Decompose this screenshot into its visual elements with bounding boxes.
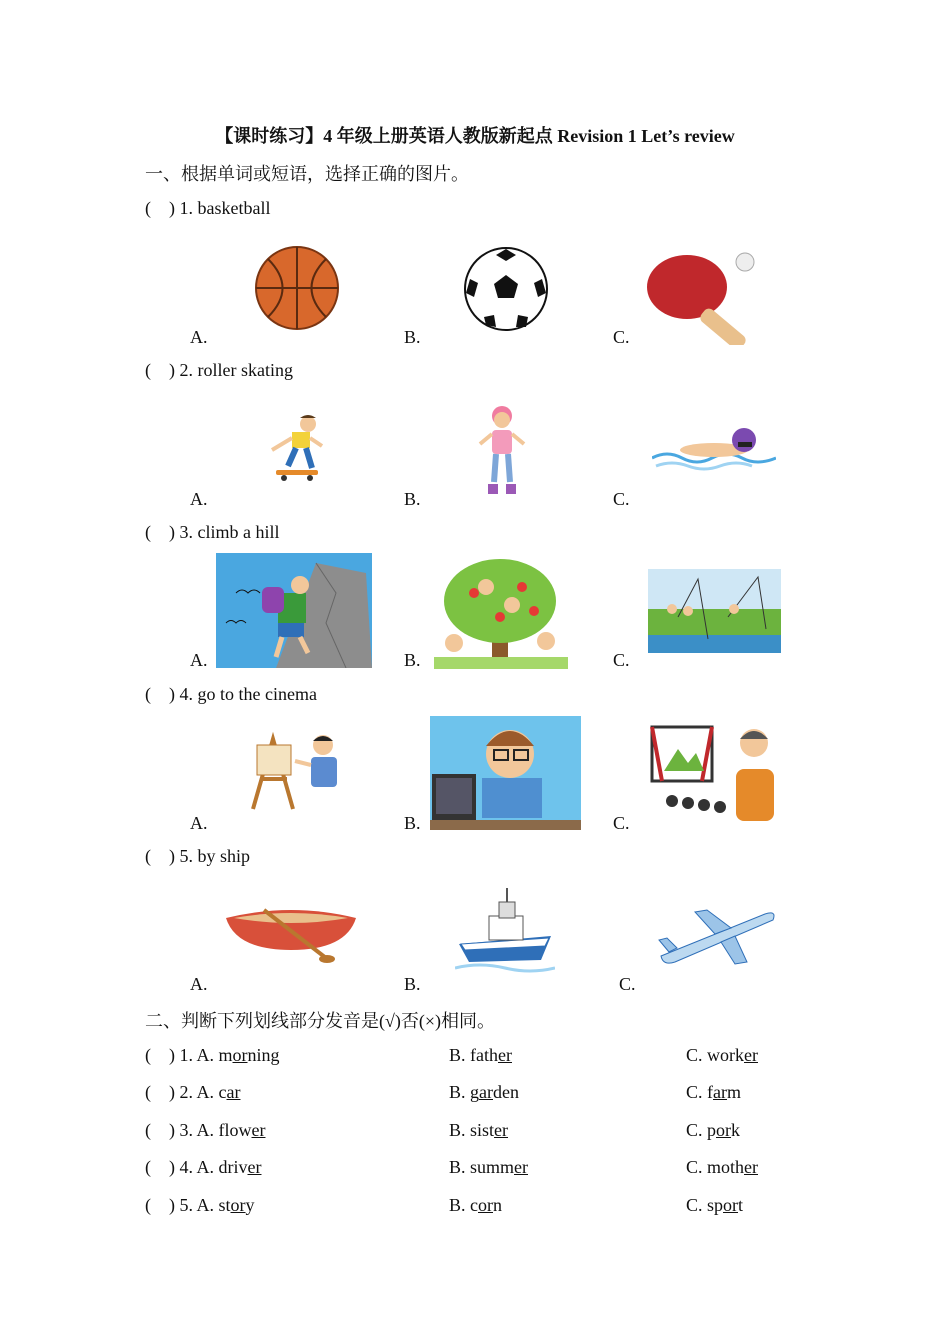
option-b: B. [404,650,421,670]
question-1: ( ) 1. basketball [145,198,271,218]
painting-image [243,729,343,813]
apple-tree-image [434,557,568,669]
soccer-ball-image [462,245,550,333]
section-2-heading: 二、判断下列划线部分发音是(√)否(×)相同。 [145,1011,496,1031]
phonics-row: ( ) 4. A. driver [145,1157,262,1177]
rowboat-image [224,894,358,966]
option-a: A. [190,489,208,509]
cinema-image [648,719,781,827]
option-a: A. [190,327,208,347]
phonics-row: ( ) 1. A. morning [145,1045,280,1065]
phonics-option-b: B. corn [449,1195,502,1215]
swimming-image [652,420,776,476]
page-title: 【课时练习】4 年级上册英语人教版新起点 Revision 1 Let’s review [215,126,735,146]
option-b: B. [404,813,421,833]
phonics-option-c: C. pork [686,1120,741,1140]
phonics-option-c: C. mother [686,1157,758,1177]
option-b: B. [404,489,421,509]
ship-image [455,886,555,978]
phonics-option-b: B. father [449,1045,512,1065]
basketball-image [252,245,342,331]
phonics-option-b: B. sister [449,1120,509,1140]
phonics-option-b: B. summer [449,1157,528,1177]
skateboard-boy-image [258,412,330,488]
option-c: C. [619,974,636,994]
phonics-row: ( ) 3. A. flower [145,1120,266,1140]
fishing-image [648,569,781,653]
phonics-row: ( ) 5. A. story [145,1195,255,1215]
phonics-option-c: C. worker [686,1045,758,1065]
question-2: ( ) 2. roller skating [145,360,293,380]
option-b: B. [404,974,421,994]
computer-boy-image [430,716,581,830]
option-c: C. [613,650,630,670]
option-c: C. [613,489,630,509]
question-4: ( ) 4. go to the cinema [145,684,317,704]
question-3: ( ) 3. climb a hill [145,522,280,542]
phonics-option-c: C. farm [686,1082,741,1102]
option-a: A. [190,650,208,670]
option-a: A. [190,813,208,833]
option-c: C. [613,327,630,347]
roller-skating-girl-image [474,402,532,500]
airplane-image [655,904,779,966]
section-1-heading: 一、根据单词或短语，选择正确的图片。 [145,164,469,184]
climbing-image [216,553,372,668]
phonics-row: ( ) 2. A. car [145,1082,241,1102]
table-tennis-image [645,247,777,345]
phonics-option-c: C. sport [686,1195,744,1215]
option-c: C. [613,813,630,833]
option-b: B. [404,327,421,347]
option-a: A. [190,974,208,994]
question-5: ( ) 5. by ship [145,846,251,866]
phonics-option-b: B. garden [449,1082,519,1102]
